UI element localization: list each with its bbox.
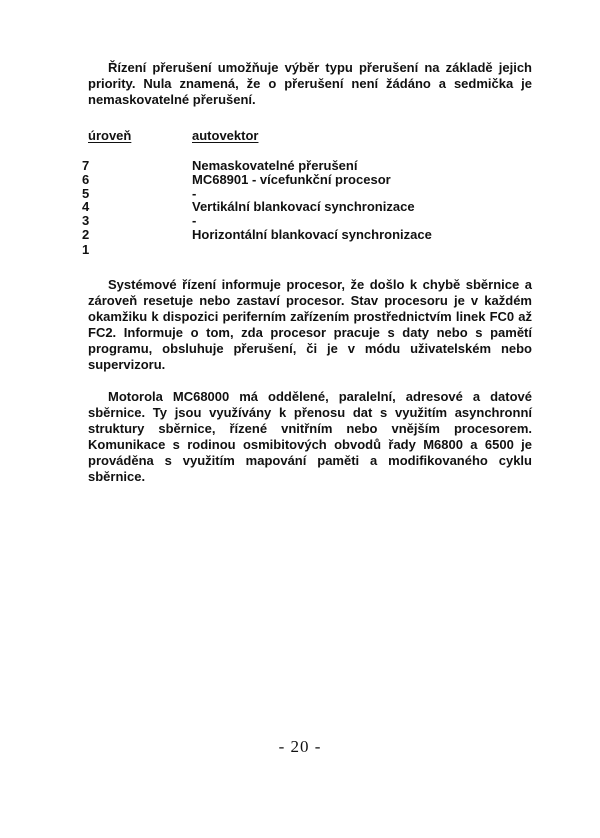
row-vector: - xyxy=(192,213,197,228)
row-level: 3 xyxy=(82,213,90,228)
header-autovector: autovektor xyxy=(192,128,259,143)
row-level: 1 xyxy=(82,242,90,257)
row-vector: - xyxy=(192,186,197,201)
row-level: 4 xyxy=(82,199,90,214)
row-vector: Horizontální blankovací synchronizace xyxy=(192,227,432,242)
row-vector: Nemaskovatelné přerušení xyxy=(192,158,358,173)
motorola-bus-paragraph xyxy=(88,389,532,485)
motorola-bus-text: Motorola MC68000 má oddělené, paralelní, adresové a datové sběrnice. Ty jsou využívány k přenosu dat s využitím asynchronní struktury sběrnice, řízené vnitřním nebo vnějším procesorem. Komunikace s rodinou osmibitových obvodů řady M6800 a 6500 je prováděna s využitím mapování paměti a modifikovaného cyklu sběrnice. xyxy=(88,389,532,484)
bus-error-text: Systémové řízení informuje procesor, že došlo k chybě sběrnice a zároveň resetuje nebo zastaví procesor. Stav procesoru je v každém okamžiku k dispozici periferním zařízením prostřednictvím linek FC0 až FC2. Informuje o tom, zda procesor pracuje s daty nebo s pamětí programu, obsluhuje přerušení, či je v módu uživatelském nebo supervizoru. xyxy=(88,277,532,372)
page-number: - 20 - xyxy=(278,737,322,756)
row-level: 7 xyxy=(82,158,90,173)
intro-paragraph xyxy=(88,60,532,108)
row-vector: MC68901 - vícefunkční procesor xyxy=(192,172,391,187)
header-level: úroveň xyxy=(88,128,132,143)
bus-error-paragraph xyxy=(88,277,532,373)
row-level: 2 xyxy=(82,227,90,242)
intro-text: Řízení přerušení umožňuje výběr typu přerušení na základě jejich priority. Nula znamená, že o přerušení není žádáno a sedmička je nemaskovatelné přerušení. xyxy=(88,60,532,107)
row-level: 5 xyxy=(82,186,90,201)
row-level: 6 xyxy=(82,172,90,187)
row-vector: Vertikální blankovací synchronizace xyxy=(192,199,415,214)
